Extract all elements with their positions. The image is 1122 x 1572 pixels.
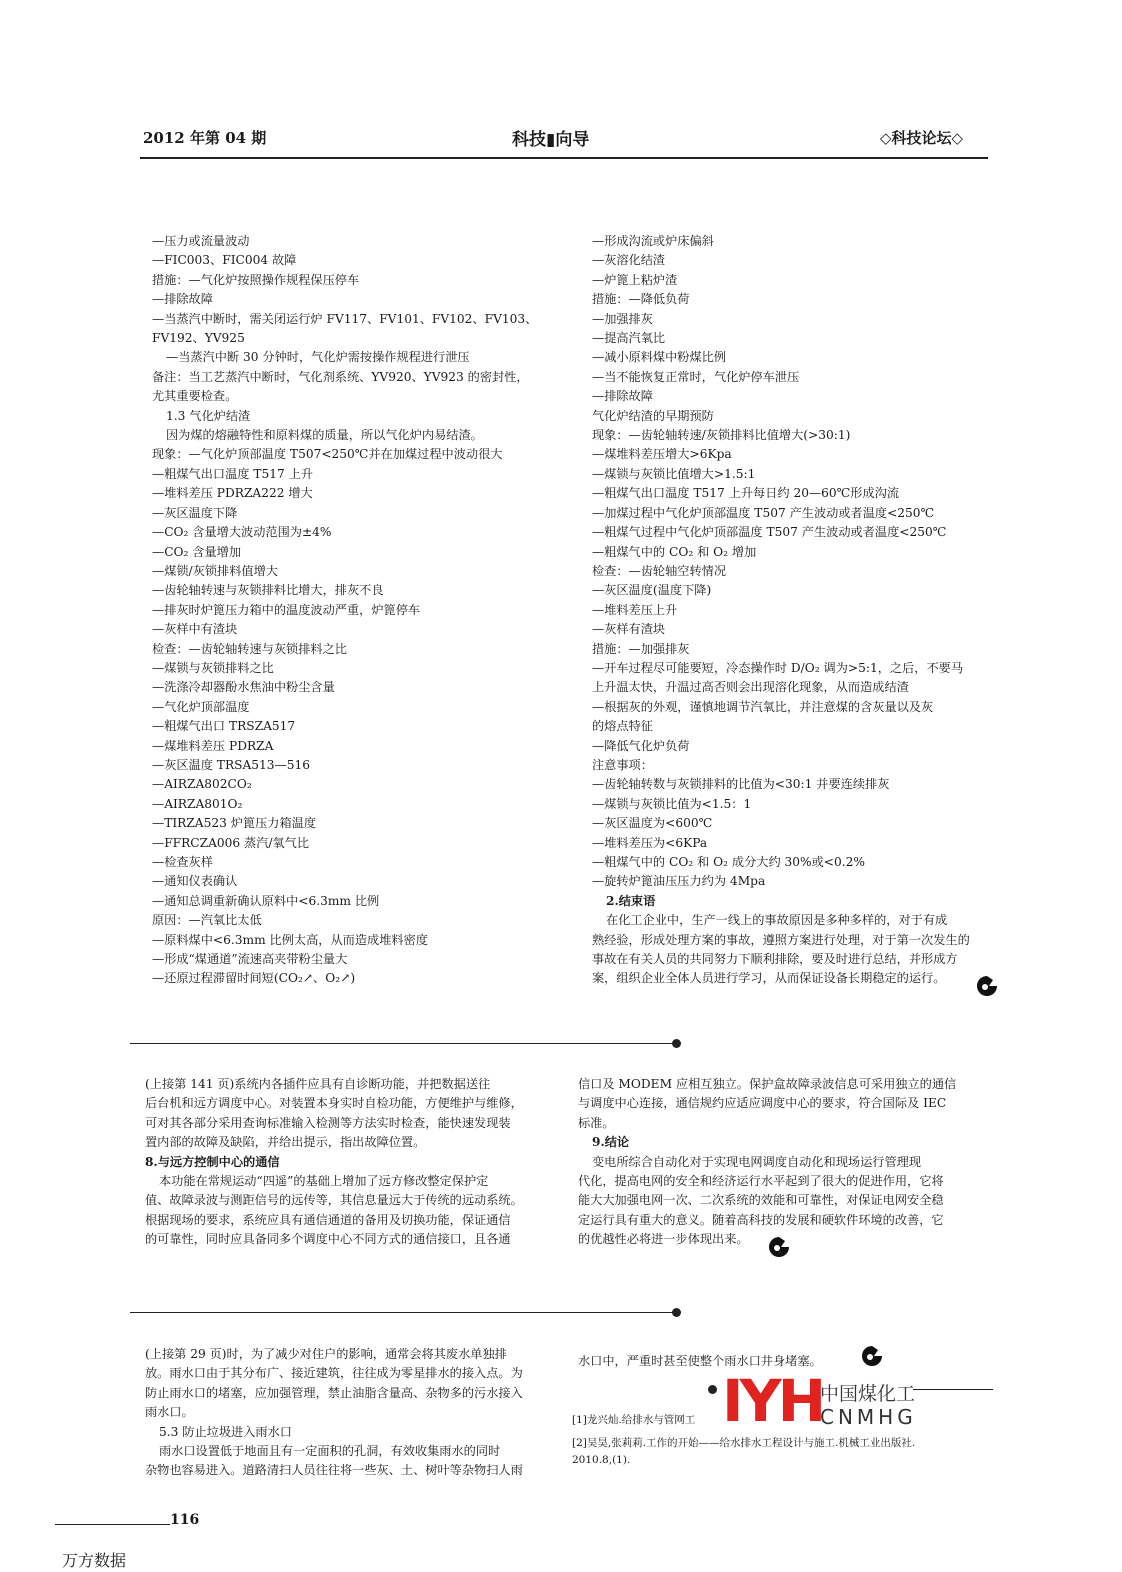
text-line: 注意事项：: [592, 757, 653, 772]
source-label: 万方数据: [62, 1551, 127, 1570]
text-line: 定运行具有重大的意义。随着高科技的发展和硬软件环境的改善，它: [578, 1212, 944, 1227]
text-line: —灰区温度为<600℃: [592, 816, 713, 831]
text-line: —原料煤中<6.3mm 比例太高，从而造成堆料密度: [152, 932, 428, 947]
text-line: 检查：—齿轮轴转速与灰锁排料之比: [152, 641, 347, 656]
text-line: —还原过程滞留时间短(CO₂↗、O₂↗): [152, 971, 356, 986]
text-line: —通知仪表确认: [152, 874, 238, 889]
text-line: —堆料差压上升: [592, 602, 678, 617]
text-line: 措施：—气化炉按照操作规程保压停车: [152, 272, 360, 287]
text-line: 原因：—汽氧比太低: [152, 913, 262, 928]
text-line: 的可靠性，同时应具备同多个调度中心不同方式的通信接口，且各通: [145, 1232, 511, 1247]
text-line: —煤堆料差压 PDRZA: [152, 738, 274, 753]
section-label: ◇科技论坛◇: [880, 129, 964, 147]
text-line: 的熔点特征: [592, 719, 653, 734]
text-line: —灰样有渣块: [592, 622, 666, 637]
text-line: 现象：—气化炉顶部温度 T507<250℃并在加煤过程中波动很大: [152, 447, 503, 462]
text-line: 上升温太快，升温过高否则会出现溶化现象，从而造成结渣: [592, 680, 909, 695]
text-line: 备注：当工艺蒸汽中断时，气化剂系统、YV920、YV923 的密封性，: [152, 369, 529, 384]
text-line: 9.结论: [592, 1135, 630, 1150]
text-line: —CO₂ 含量增大波动范围为±4%: [152, 525, 332, 540]
text-line: 本功能在常规运动“四遥”的基础上增加了远方修改整定保护定: [159, 1174, 489, 1189]
section2-left-column: [145, 1075, 565, 1250]
text-line: —当不能恢复正常时，气化炉停车泄压: [592, 369, 800, 384]
text-line: —齿轮轴转速与灰锁排料比增大，排灰不良: [152, 583, 384, 598]
watermark-rule: [913, 1389, 993, 1390]
text-line: 因为煤的熔融特性和原料煤的质量，所以气化炉内易结渣。: [166, 428, 483, 443]
text-line: 与调度中心连接，通信规约应适应调度中心的要求，符合国际及 IEC: [578, 1096, 947, 1111]
text-line: —加煤过程中气化炉顶部温度 T507 产生波动或者温度<250℃: [592, 505, 935, 520]
text-line: 8.与远方控制中心的通信: [145, 1154, 280, 1169]
text-line: 尤其重要检查。: [152, 389, 238, 404]
text-line: 在化工企业中，生产一线上的事故原因是多种多样的，对于有成: [606, 913, 948, 928]
text-line: —开车过程尽可能要短，冷态操作时 D/O₂ 调为>5:1，之后，不要马: [592, 660, 964, 675]
text-line: —粗煤气出口温度 T517 上升每日约 20—60℃形成沟流: [592, 486, 900, 501]
text-line: —提高汽氧比: [592, 331, 666, 346]
text-line: —粗煤气出口 TRSZA517: [152, 719, 296, 734]
text-line: —减小原料煤中粉煤比例: [592, 350, 727, 365]
text-line: —灰溶化结渣: [592, 253, 666, 268]
text-line: 变电所综合自动化对于实现电网调度自动化和现场运行管理现: [592, 1154, 922, 1169]
text-line: —粗煤气中的 CO₂ 和 O₂ 成分大约 30%或<0.2%: [592, 855, 865, 869]
text-line: —灰区温度(温度下降): [592, 583, 712, 598]
text-line: 信口及 MODEM 应相互独立。保护盒故障录波信息可采用独立的通信: [578, 1077, 957, 1091]
text-line: —检查灰样: [152, 855, 213, 869]
watermark-letters: IYH: [722, 1367, 823, 1435]
text-line: 杂物也容易进入。道路清扫人员往往将一些灰、土、树叶等杂物扫人雨: [145, 1463, 523, 1478]
text-line: —CO₂ 含量增加: [152, 544, 242, 559]
text-line: 放。雨水口由于其分布广、接近建筑，往往成为零星排水的接入点。为: [145, 1366, 523, 1381]
text-line: 代化，提高电网的安全和经济运行水平起到了很大的促进作用，它将: [578, 1174, 944, 1189]
text-line: 雨水口。: [145, 1405, 194, 1420]
watermark-dot: [708, 1385, 717, 1394]
journal-title-part1: 科技: [512, 130, 546, 150]
separator-dot-2: [672, 1308, 681, 1317]
text-line: —加强排灰: [592, 311, 653, 326]
watermark-cn: 中国煤化工: [820, 1383, 916, 1405]
text-line: 事故在有关人员的共同努力下顺利排除，要及时进行总结，并形成方: [592, 952, 958, 967]
text-line: 熟经验，形成处理方案的事故，遵照方案进行处理，对于第一次发生的: [592, 932, 970, 947]
text-line: —煤锁与灰锁比值为<1.5：1: [592, 796, 752, 811]
separator-rule-2: [130, 1312, 675, 1313]
text-line: 检查：—齿轮轴空转情况: [592, 563, 727, 578]
text-line: —通知总调重新确认原料中<6.3mm 比例: [152, 893, 380, 908]
text-line: 标准。: [578, 1115, 615, 1130]
reference-2: [2]吴昊,张莉莉.工作的开始——给水排水工程设计与施工.机械工业出版社.: [572, 1437, 916, 1449]
text-line: —气化炉顶部温度: [152, 699, 250, 714]
text-line: 措施：—降低负荷: [592, 292, 690, 307]
header-rule: [140, 157, 988, 159]
text-line: —降低气化炉负荷: [592, 738, 690, 753]
text-line: —煤锁与灰锁排料之比: [152, 660, 274, 675]
text-line: —压力或流量波动: [152, 234, 250, 248]
text-line: —炉篦上粘炉渣: [592, 272, 678, 287]
reference-1: [1]龙兴灿.给排水与管网工: [572, 1414, 696, 1426]
text-line: 根据现场的要求，系统应具有通信通道的备用及切换功能，保证通信: [145, 1212, 511, 1227]
text-line: 后台机和远方调度中心。对装置本身实时自检功能，方便维护与维修，: [145, 1096, 523, 1111]
right-column: [592, 232, 1012, 989]
article-end-icon-3: [860, 1345, 884, 1367]
text-line: —粗煤气出口温度 T517 上升: [152, 466, 314, 481]
text-line: —灰区温度 TRSA513—516: [152, 757, 310, 772]
text-line: —旋转炉篦油压压力约为 4Mpa: [592, 874, 766, 889]
text-line: —排除故障: [152, 292, 213, 307]
text-line: —当蒸汽中断 30 分钟时，气化炉需按操作规程进行泄压: [166, 350, 470, 365]
text-line: (上接第 141 页)系统内各插件应具有自诊断功能，并把数据送往: [145, 1077, 491, 1091]
text-line: 的优越性必将进一步体现出来。: [578, 1232, 749, 1247]
watermark-en: CNMHG: [820, 1405, 917, 1429]
text-line: 雨水口设置低于地面且有一定面积的孔洞，有效收集雨水的同时: [159, 1444, 501, 1459]
page-number: 116: [170, 1512, 200, 1528]
text-line: —煤锁与灰锁比值增大>1.5:1: [592, 466, 756, 481]
section3-left-column: [145, 1345, 565, 1481]
text-line: —灰样中有渣块: [152, 622, 238, 637]
text-line: 水口中，严重时甚至使整个雨水口井身堵塞。: [578, 1354, 822, 1368]
text-line: —堆料差压为<6KPa: [592, 835, 708, 850]
text-line: (上接第 29 页)时，为了减少对住户的影响，通常会将其废水单独排: [145, 1347, 507, 1361]
text-line: —齿轮轴转数与灰锁排料的比值为<30:1 并要连续排灰: [592, 777, 890, 792]
text-line: 气化炉结渣的早期预防: [592, 408, 714, 423]
text-line: 5.3 防止垃圾进入雨水口: [159, 1424, 292, 1439]
journal-title-part2: 向导: [555, 130, 590, 150]
text-line: 案，组织企业全体人员进行学习，从而保证设备长期稳定的运行。: [592, 971, 946, 986]
text-line: —排灰时炉篦压力箱中的温度波动严重，炉篦停车: [152, 602, 421, 617]
left-column: [152, 232, 572, 989]
text-line: 防止雨水口的堵塞，应加强管理，禁止油脂含量高、杂物多的污水接入: [145, 1385, 523, 1400]
section2-right-column: [578, 1075, 1003, 1250]
text-line: 能大大加强电网一次、二次系统的效能和可靠性，对保证电网安全稳: [578, 1193, 944, 1208]
journal-title-glyph: ▮: [546, 130, 556, 150]
text-line: —粗煤气中的 CO₂ 和 O₂ 增加: [592, 544, 757, 559]
text-line: —煤锁/灰锁排料值增大: [152, 563, 278, 578]
text-line: —堆料差压 PDRZA222 增大: [152, 486, 313, 501]
separator-dot-1: [672, 1039, 681, 1048]
text-line: 值、故障录波与测距信号的远传等，其信息量远大于传统的远动系统。: [145, 1193, 523, 1208]
footer-rule: [55, 1524, 170, 1525]
journal-title: [512, 125, 589, 150]
text-line: —FFRCZA006 蒸汽/氧气比: [152, 835, 310, 850]
text-line: —排除故障: [592, 389, 653, 404]
text-line: —根据灰的外观，谨慎地调节汽氧比，并注意煤的含灰量以及灰: [592, 699, 934, 714]
text-line: —形成“煤通道”流速高夹带粉尘量大: [152, 952, 348, 967]
text-line: FV192、YV925: [152, 331, 245, 346]
text-line: 2.结束语: [606, 893, 656, 908]
issue-label: 2012 年第 04 期: [143, 129, 267, 147]
separator-rule-1: [130, 1043, 675, 1044]
text-line: 1.3 气化炉结渣: [166, 408, 251, 423]
text-line: —FIC003、FIC004 故障: [152, 253, 297, 268]
text-line: —TIRZA523 炉篦压力箱温度: [152, 816, 317, 831]
text-line: 现象：—齿轮轴转速/灰锁排料比值增大(>30:1): [592, 428, 851, 443]
reference-3: 2010.8,(1).: [572, 1454, 631, 1466]
text-line: —AIRZA801O₂: [152, 796, 243, 811]
text-line: 措施：—加强排灰: [592, 641, 690, 656]
text-line: —洗涤冷却器酚水焦油中粉尘含量: [152, 680, 335, 695]
text-line: —煤堆料差压增大>6Kpa: [592, 447, 732, 462]
text-line: —形成沟流或炉床偏斜: [592, 234, 714, 248]
text-line: —AIRZA802CO₂: [152, 777, 252, 792]
text-line: 置内部的故障及缺陷，并给出提示，指出故障位置。: [145, 1135, 426, 1150]
text-line: 可对其各部分采用查询标准输入检测等方法实时检查，能快速发现装: [145, 1115, 511, 1130]
article-end-icon-2: [767, 1236, 791, 1258]
text-line: —灰区温度下降: [152, 505, 238, 520]
text-line: —粗煤气过程中气化炉顶部温度 T507 产生波动或者温度<250℃: [592, 525, 947, 540]
article-end-icon: [975, 975, 999, 997]
text-line: —当蒸汽中断时，需关闭运行炉 FV117、FV101、FV102、FV103、: [152, 311, 538, 326]
watermark-logo: [708, 1367, 998, 1435]
